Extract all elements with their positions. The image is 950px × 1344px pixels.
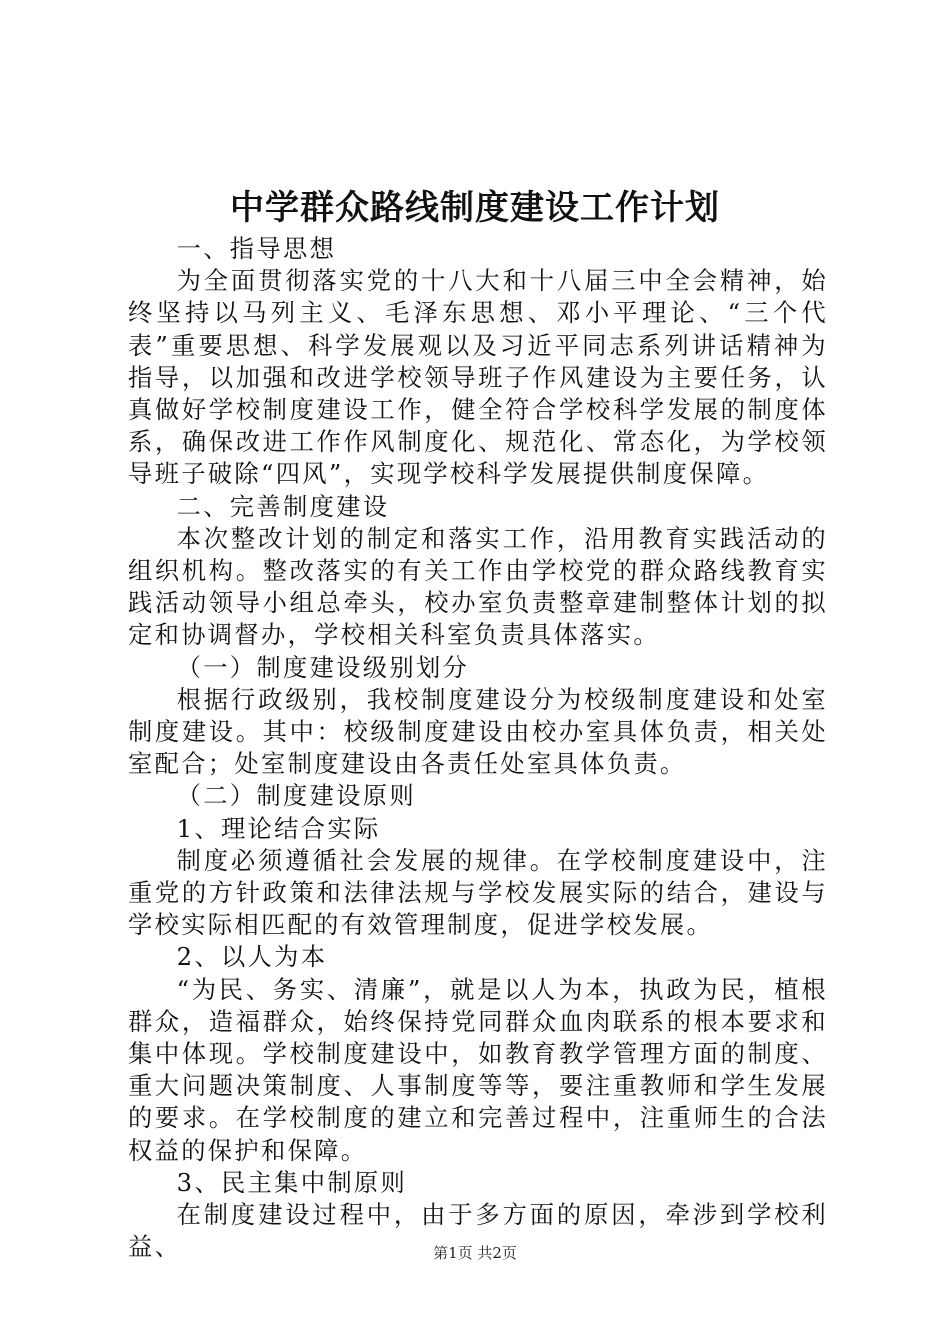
paragraph: 在制度建设过程中，由于多方面的原因，牵涉到学校利益、: [128, 1200, 828, 1262]
item-heading-democratic-centralism: 3、民主集中制原则: [176, 1167, 408, 1197]
paragraph: 根据行政级别，我校制度建设分为校级制度建设和处室制度建设。其中：校级制度建设由校办室具体负责，相关处室配合；处室制度建设由各责任处室具体负责。: [128, 684, 828, 779]
document-title: 中学群众路线制度建设工作计划: [230, 188, 720, 228]
paragraph: 本次整改计划的制定和落实工作，沿用教育实践活动的组织机构。整改落实的有关工作由学校党的群众路线教育实践活动领导小组总牵头，校办室负责整章建制整体计划的拟定和协调督办，学校相关科室负责具体落实。: [128, 523, 828, 650]
item-heading-people-oriented: 2、以人为本: [176, 942, 328, 972]
page-number: 第1页 共2页: [433, 1244, 517, 1262]
subsection-heading-principles: （二）制度建设原则: [176, 781, 416, 811]
paragraph: 为全面贯彻落实党的十八大和十八届三中全会精神，始终坚持以马列主义、毛泽东思想、邓小平理论、“三个代表”重要思想、科学发展观以及习近平同志系列讲话精神为指导，以加强和改进学校领导班子作风建设为主要任务，认真做好学校制度建设工作，健全符合学校科学发展的制度体系，确保改进工作作风制度化、规范化、常态化，为学校领导班子破除“四风”，实现学校科学发展提供制度保障。: [128, 266, 828, 489]
document-body: [128, 233, 828, 1264]
paragraph: “为民、务实、清廉”，就是以人为本，执政为民，植根群众，造福群众，始终保持党同群众血肉联系的根本要求和集中体现。学校制度建设中，如教育教学管理方面的制度、重大问题决策制度、人事制度等等，要注重教师和学生发展的要求。在学校制度的建立和完善过程中，注重师生的合法权益的保护和保障。: [128, 974, 828, 1165]
subsection-heading-levels: （一）制度建设级别划分: [176, 652, 470, 682]
section-heading-improve-system: 二、完善制度建设: [176, 491, 390, 521]
section-heading-guiding-ideology: 一、指导思想: [176, 234, 337, 263]
paragraph: 制度必须遵循社会发展的规律。在学校制度建设中，注重党的方针政策和法律法规与学校发展实际的结合，建设与学校实际相匹配的有效管理制度，促进学校发展。: [128, 845, 828, 940]
item-heading-theory-practice: 1、理论结合实际: [176, 813, 381, 843]
